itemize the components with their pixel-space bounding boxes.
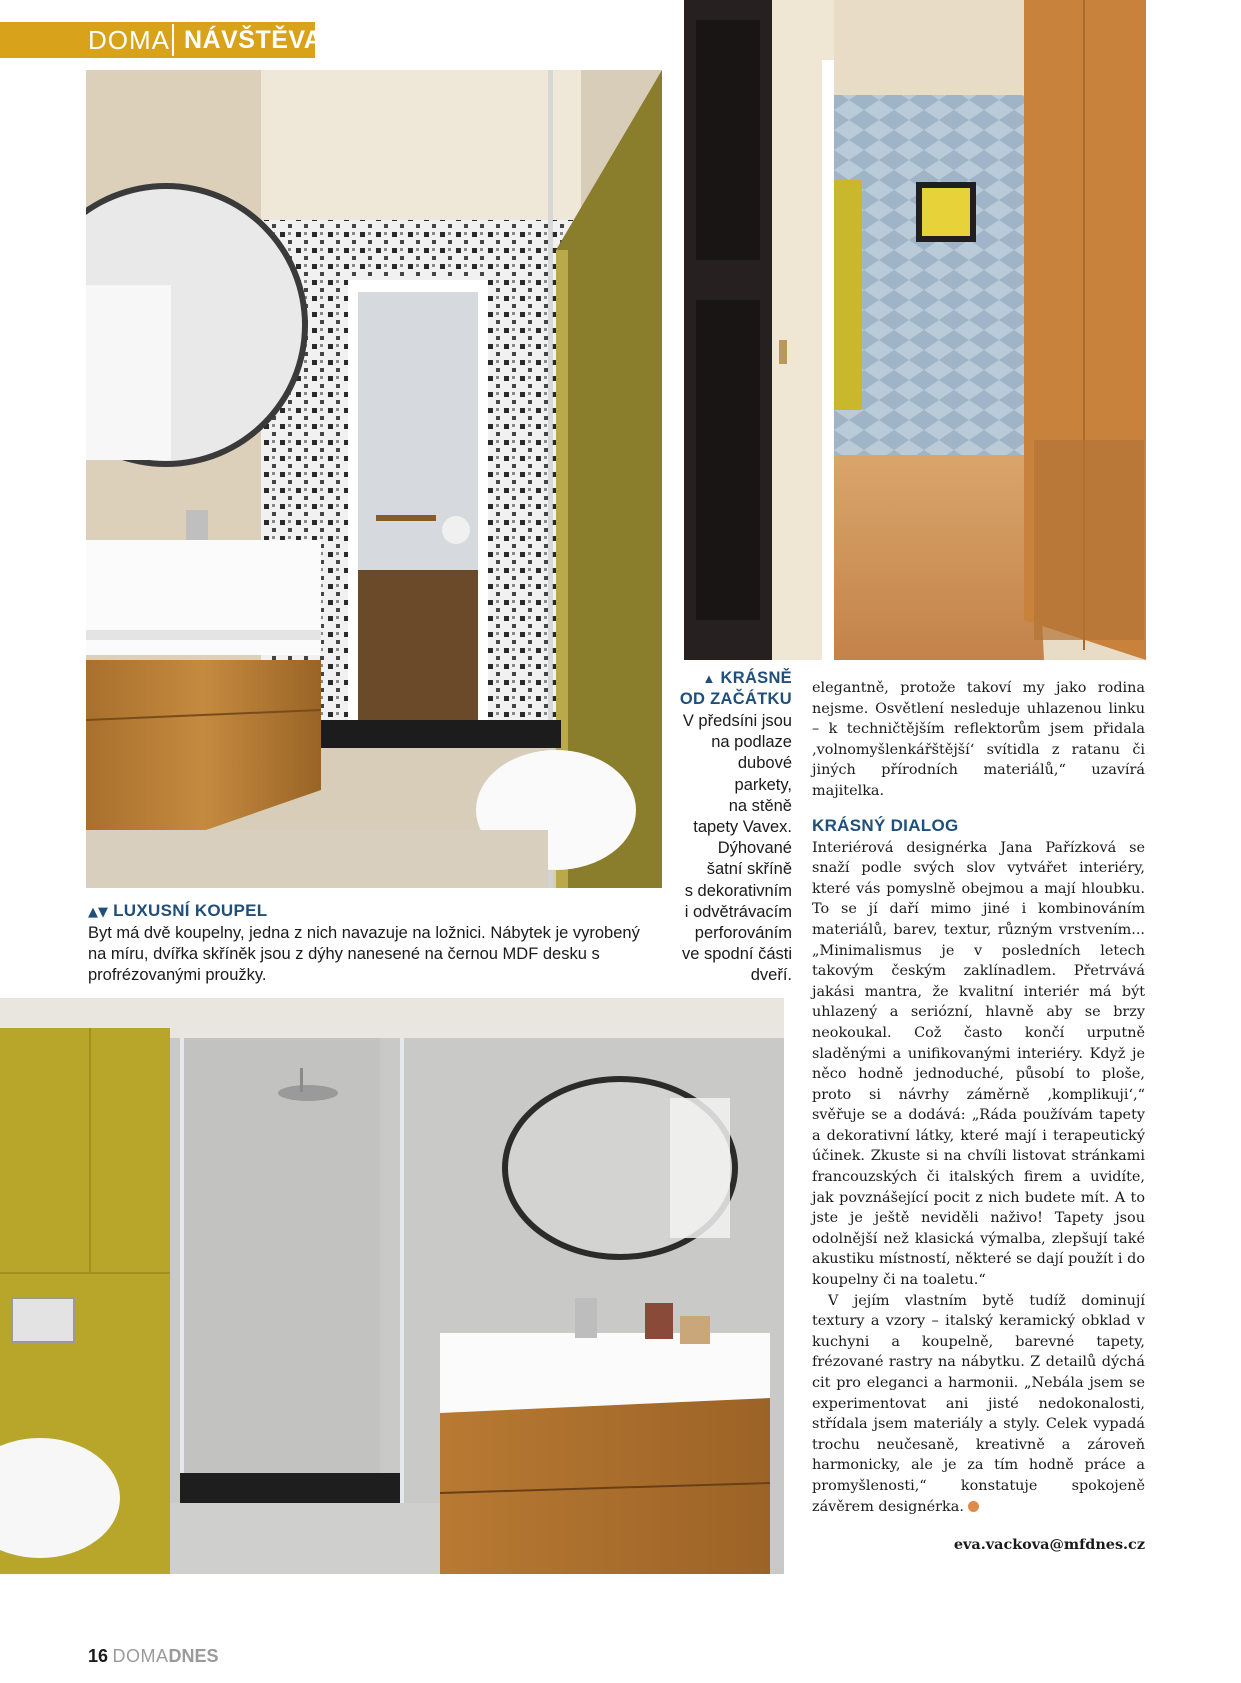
caption-line: na podlaze [711, 733, 792, 752]
header-divider [172, 24, 174, 56]
article-paragraph-text: V jejím vlastním bytě tudíž dominují textury a vzory – italský keramický obklad v kuchyni a koupelně, barevné tapety, frézované rastry na nábytku. Z detailů dýchá cit pro eleganci a harmonii. „Nebála jsem se experimentovat ani jisté nedokonalosti, střídala jsem materiály a styly. Celek vypadá trochu neučesaně, kreativně a zároveň harmonicky, ale je za tím hodně práce a promyšlenosti,“ konstatuje spokojeně závěrem designérka. [812, 1292, 1145, 1515]
article-paragraph: elegantně, protože takoví my jako rodina nejsme. Osvětlení nesleduje uhlazenou linku – k techničtějším reflektorům jsem přidala ‚volnomyšlenkářštější‘ svítidla z ratanu či jiných přírodních materiálů,“ uzavírá majitelka. [812, 680, 1145, 799]
section-title: NÁVŠTĚVA [184, 26, 323, 54]
caption-heading-text: KRÁSNĚ [720, 669, 792, 687]
caption-text [662, 711, 792, 987]
caption-line: tapety Vavex. [693, 818, 792, 837]
hallway-wardrobe-photo [684, 0, 1146, 660]
caption-line: perforováním [694, 924, 792, 943]
bathroom-shower-photo [0, 998, 784, 1574]
bathroom-round-mirror-photo [86, 70, 662, 888]
caption-line: dubové [737, 754, 792, 773]
caption-heading: LUXUSNÍ KOUPEL [113, 901, 268, 920]
footer-magazine-part2: DNES [168, 1646, 219, 1666]
caption-text: Byt má dvě koupelny, jedna z nich navazuje na ložnici. Nábytek je vyrobený na míru, dvířka skříněk jsou z dýhy nanesené na černou MDF desku s profrézovanými proužky. [88, 924, 640, 984]
caption-line: s dekorativním [684, 881, 792, 900]
article-column [812, 678, 1145, 1517]
caption-heading-line2: OD ZAČÁTKU [679, 690, 792, 708]
article-subheading: KRÁSNÝ DIALOG [812, 815, 959, 835]
page-number: 16 [88, 1646, 109, 1666]
caption-line: šatní skříně [706, 860, 792, 879]
page-footer [88, 1645, 219, 1667]
end-mark-icon [968, 1501, 979, 1512]
author-email[interactable]: eva.vackova@mfdnes.cz [953, 1536, 1145, 1553]
article-paragraph: Interiérová designérka Jana Pařízková se snaží podle svých slov vytvářet interiéry, které vás pomyslně obejmou a mají hloubku. To se jí daří mimo jiné i kombinováním materiálů, barev, textur, různým vrstvením... „Minimalismus je v posledních letech takovým českým zaklínadlem. Přetrvává jakási mantra, že kvalitní interiér má být uhlazený a seriózní, hlavně aby se brzy neokoukal. Což často končí urputně sladěnými a unifikovanými interiéry. Když je něco hodně jednoduché, působí to ploše, proto si návrhy záměrně ‚komplikuji‘,“ svěřuje se a dodává: „Ráda používám tapety a dekorativní látky, které mají i terapeutický účinek. Zkuste si na chvíli listovat stránkami francouzských či italských firem a uvidíte, jak povznášející pocit z nich budete mít. A to jste je ještě neviděli naživo! Tapety jsou odolnější než klasická výmalba, zlepšují také akustiku místností, některé se dají použít i do koupelny či na toaletu.“ [812, 839, 1145, 1289]
magazine-name: DOMA [88, 25, 170, 55]
caption-line: i odvětrávacím [684, 902, 792, 921]
caption-heading-line1 [662, 668, 792, 689]
bathroom-caption [88, 900, 648, 986]
caption-line: V předsíni jsou [682, 712, 792, 730]
caption-arrows-icon: ▲▼ [88, 905, 108, 920]
caption-line: Dýhované [717, 839, 792, 858]
caption-line: parkety, [734, 775, 792, 794]
caption-line: na stěně [728, 796, 792, 815]
footer-magazine-part1: DOMA [112, 1646, 169, 1666]
article-paragraph-last [812, 1291, 1145, 1518]
caption-arrow-icon: ▲ [702, 671, 716, 686]
caption-line: ve spodní části [681, 945, 792, 964]
caption-line: dveří. [750, 966, 792, 985]
hallway-caption [662, 668, 792, 987]
